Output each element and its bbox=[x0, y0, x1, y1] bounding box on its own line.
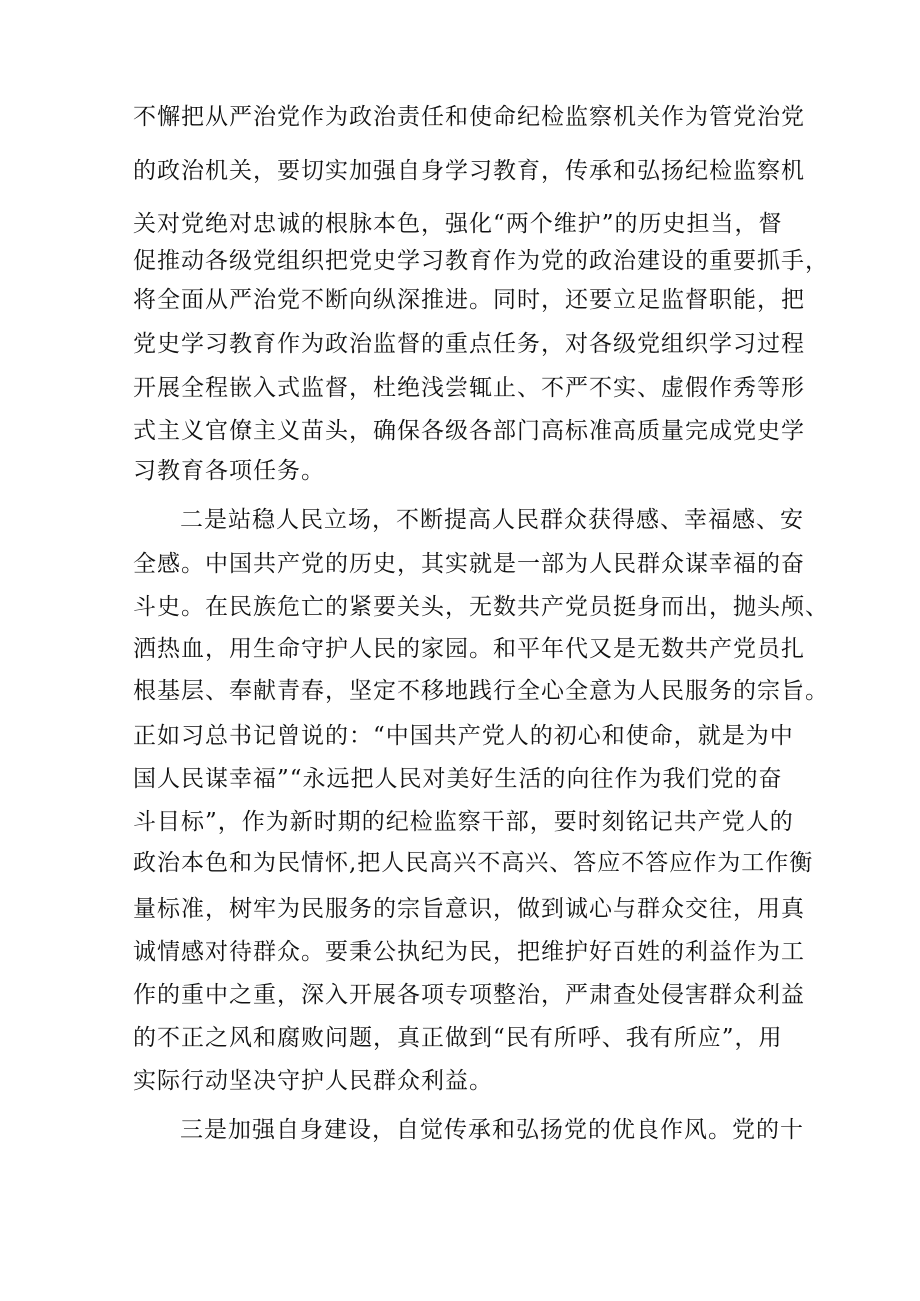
text-line: 斗目标”，作为新时期的纪检监察干部，要时刻铭记共产党人的 bbox=[133, 809, 794, 835]
text-line: 实际行动坚决守护人民群众利益。 bbox=[133, 1068, 493, 1094]
text-line: 全感。中国共产党的历史，其实就是一部为人民群众谋幸福的奋 bbox=[133, 551, 805, 577]
text-line: 量标准，树牢为民服务的宗旨意识，做到诚心与群众交往，用真 bbox=[133, 896, 805, 922]
text-line: 习教育各项任务。 bbox=[133, 458, 325, 484]
text-line: 作的重中之重，深入开展各项专项整治，严肃查处侵害群众利益 bbox=[133, 982, 805, 1008]
paragraph-first-line: 三是加强自身建设，自觉传承和弘扬党的优良作风。党的十 bbox=[180, 1117, 804, 1143]
text-line: 开展全程嵌入式监督，杜绝浅尝辄止、不严不实、虚假作秀等形 bbox=[133, 375, 805, 401]
text-line: 的不正之风和腐败问题，真正做到“民有所呼、我有所应”，用 bbox=[133, 1025, 783, 1051]
text-line: 关对党绝对忠诚的根脉本色，强化“两个维护”的历史担当，督 bbox=[133, 211, 783, 237]
text-line: 诚情感对待群众。要秉公执纪为民，把维护好百姓的利益作为工 bbox=[133, 939, 805, 965]
text-line: 正如习总书记曾说的：“中国共产党人的初心和使命，就是为中 bbox=[133, 723, 794, 749]
text-line: 不懈把从严治党作为政治责任和使命纪检监察机关作为管党治党 bbox=[133, 104, 805, 130]
text-line: 洒热血，用生命守护人民的家园。和平年代又是无数共产党员扎 bbox=[133, 636, 805, 662]
text-line: 根基层、奉献青春，坚定不移地践行全心全意为人民服务的宗旨。 bbox=[133, 678, 829, 704]
text-line: 将全面从严治党不断向纵深推进。同时，还要立足监督职能，把 bbox=[133, 287, 805, 313]
paragraph-first-line: 二是站稳人民立场，不断提高人民群众获得感、幸福感、安 bbox=[180, 507, 804, 533]
text-line: 政治本色和为民情怀,把人民高兴不高兴、答应不答应作为工作衡 bbox=[133, 850, 814, 876]
text-line: 党史学习教育作为政治监督的重点任务，对各级党组织学习过程 bbox=[133, 331, 805, 357]
text-line: 促推动各级党组织把党史学习教育作为党的政治建设的重要抓手， bbox=[133, 248, 829, 274]
text-line: 式主义官僚主义苗头，确保各级各部门高标准高质量完成党史学 bbox=[133, 418, 805, 444]
text-line: 的政治机关，要切实加强自身学习教育，传承和弘扬纪检监察机 bbox=[133, 158, 805, 184]
text-line: 斗史。在民族危亡的紧要关头，无数共产党员挺身而出，抛头颅、 bbox=[133, 594, 829, 620]
text-line: 国人民谋幸福”“永远把人民对美好生活的向往作为我们党的奋 bbox=[133, 766, 783, 792]
